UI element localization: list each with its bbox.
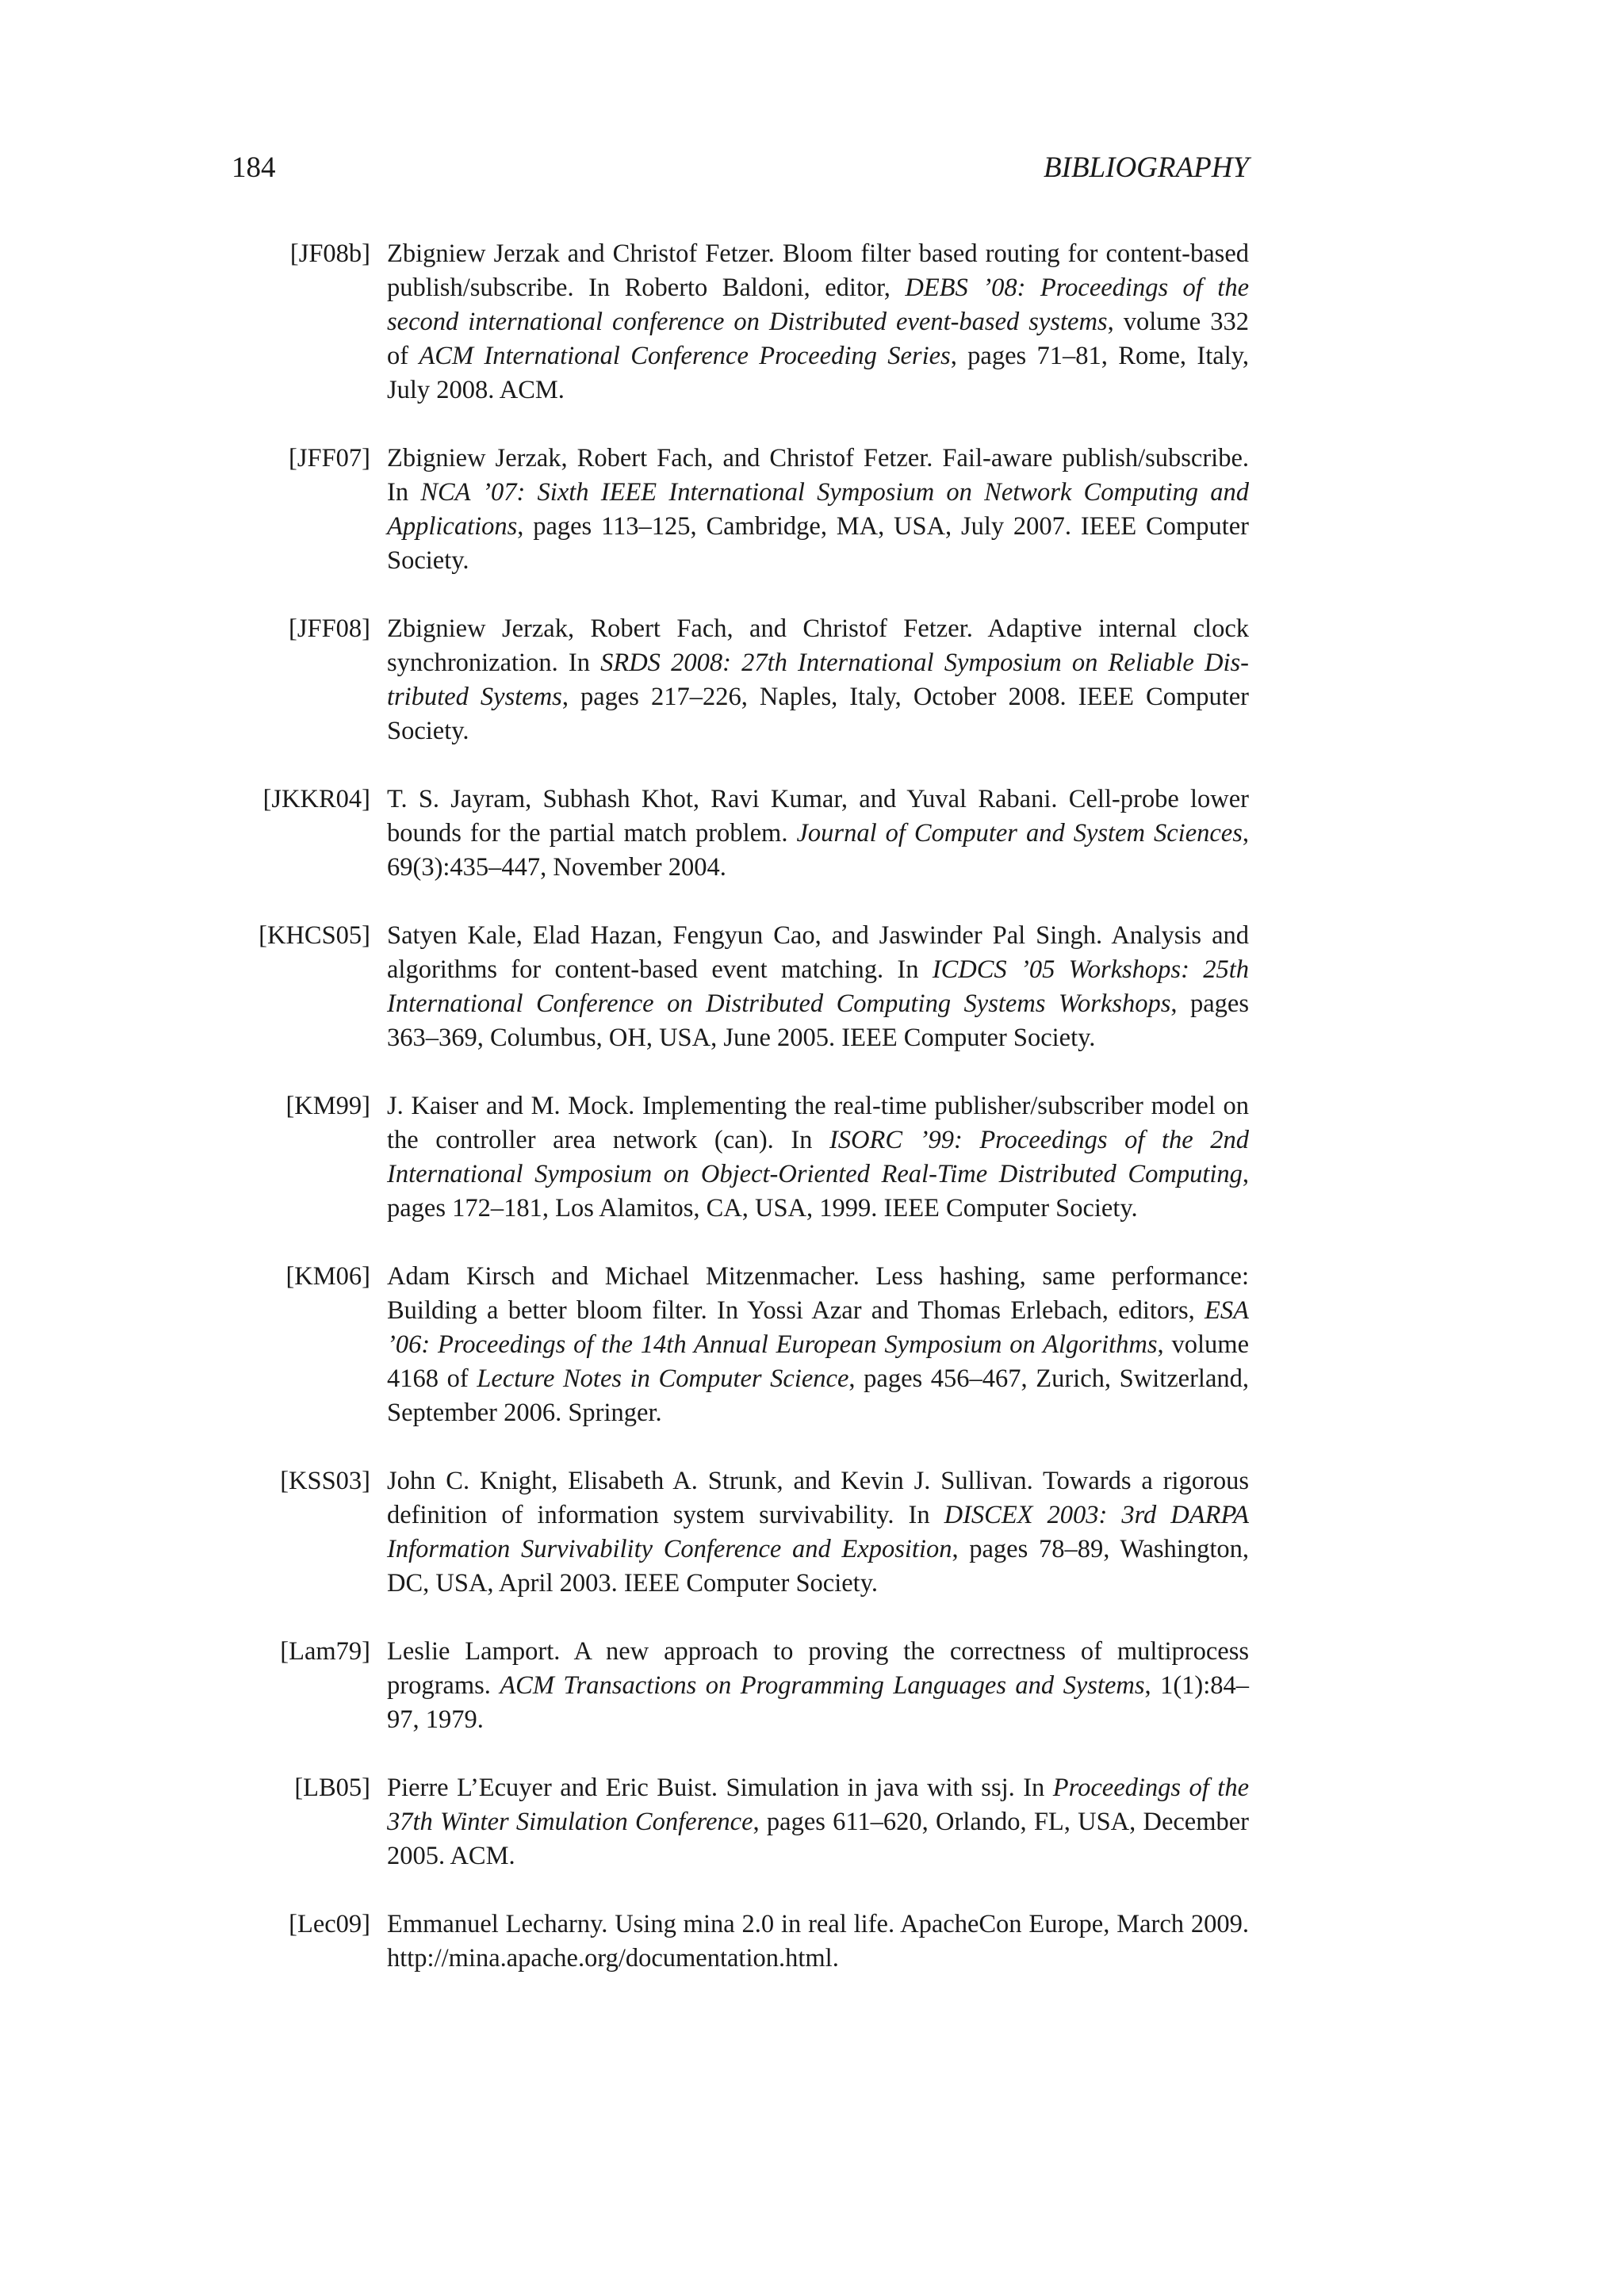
citation-text <box>387 442 1249 578</box>
citation-key: [KHCS05] <box>259 921 370 950</box>
citation-segment: , pages 78–89, Washington, DC, USA, April 2003. IEEE Computer Society. <box>387 1535 1249 1598</box>
citation-segment: Pierre L’Ecuyer and Eric Buist. Simulation in java with ssj. In <box>387 1774 1053 1802</box>
citation-key: [KSS03] <box>280 1467 370 1495</box>
citation-title-italic: ESA ’06: Proceedings of the 14th Annual European Symposium on Algorithms <box>387 1296 1249 1359</box>
citation-text <box>387 1089 1249 1226</box>
citation-segment: , volume 332 of <box>387 308 1250 370</box>
citation-title-italic: DISCEX 2003: 3rd DARPA Information Survivability Conference and Exposition <box>387 1501 1249 1563</box>
bibliography-entry <box>232 1908 1249 1976</box>
bibliography-entry <box>232 1089 1249 1226</box>
citation-text <box>387 783 1249 885</box>
bibliography-entry <box>232 919 1249 1055</box>
citation-text <box>387 919 1249 1055</box>
bibliography-entry <box>232 1260 1249 1430</box>
bibliography-list <box>232 237 1249 2010</box>
bibliography-entry <box>232 1771 1249 1873</box>
citation-segment: Satyen Kale, Elad Hazan, Fengyun Cao, and Jaswinder Pal Singh. Analysis and algorithms for content-based event matching. In <box>387 921 1249 984</box>
citation-key: [KM06] <box>285 1262 370 1291</box>
citation-segment: , pages 456–467, Zurich, Switzerland, September 2006. Springer. <box>387 1364 1249 1427</box>
page-header <box>232 147 1249 192</box>
citation-title-italic: Journal of Computer and System Sciences <box>796 819 1243 848</box>
bibliography-entry <box>232 1635 1249 1737</box>
citation-text <box>387 1260 1249 1430</box>
page-number: 184 <box>232 151 276 184</box>
bibliography-entry <box>232 442 1249 578</box>
citation-segment: Adam Kirsch and Michael Mitzenmacher. Less hashing, same performance: Building a better bloom filter. In Yossi Azar and Thomas Erlebach, editors, <box>387 1262 1249 1325</box>
bibliography-entry <box>232 237 1249 408</box>
bibliography-entry <box>232 1464 1249 1601</box>
citation-key: [JFF07] <box>289 444 370 473</box>
citation-segment: Emmanuel Lecharny. Using mina 2.0 in real life. ApacheCon Europe, March 2009. http://mina.apache.org/documentation.html. <box>387 1910 1249 1973</box>
citation-segment: , volume 4168 of <box>387 1330 1249 1393</box>
citation-text <box>387 1908 1249 1976</box>
citation-segment: Zbigniew Jerzak, Robert Fach, and Christof Fetzer. Fail-aware publish/subscribe. In <box>387 444 1249 507</box>
citation-title-italic: ICDCS ’05 Workshops: 25th International Conference on Distributed Computing Systems Workshops <box>387 955 1249 1018</box>
citation-segment: J. Kaiser and M. Mock. Implementing the real-time publisher/subscriber model on the controller area network (can). In <box>387 1092 1249 1154</box>
citation-segment: Zbigniew Jerzak, Robert Fach, and Christof Fetzer. Adaptive internal clock synchronization. In <box>387 614 1249 677</box>
citation-title-italic: ISORC ’99: Proceedings of the 2nd International Symposium on Object-Oriented Real-Time Distributed Computing <box>387 1126 1250 1188</box>
citation-key: [JF08b] <box>289 239 370 268</box>
citation-key: [JFF08] <box>289 614 370 643</box>
citation-segment: Zbigniew Jerzak and Christof Fetzer. Bloom filter based routing for content-based publish/subscribe. In Roberto Baldoni, editor, <box>387 239 1249 302</box>
citation-text <box>387 237 1249 408</box>
citation-key: [Lec09] <box>289 1910 370 1938</box>
citation-title-italic: Proceedings of the 37th Winter Simulation Conference <box>387 1774 1249 1836</box>
citation-key: [LB05] <box>294 1774 370 1802</box>
citation-text <box>387 1635 1249 1737</box>
citation-segment: , pages 611–620, Orlando, FL, USA, December 2005. ACM. <box>387 1808 1249 1870</box>
running-head: BIBLIOGRAPHY <box>1044 151 1249 184</box>
citation-title-italic: Lecture Notes in Computer Science <box>477 1364 849 1393</box>
citation-key: [KM99] <box>285 1092 370 1120</box>
citation-segment: T. S. Jayram, Subhash Khot, Ravi Kumar, and Yuval Rabani. Cell-probe lower bounds for the partial match problem. <box>387 785 1249 848</box>
citation-key: [JKKR04] <box>262 785 370 813</box>
citation-segment: , 1(1):84–97, 1979. <box>387 1671 1249 1734</box>
citation-key: [Lam79] <box>280 1637 370 1666</box>
citation-title-italic: DEBS ’08: Proceedings of the second international conference on Distributed event-based systems <box>387 274 1249 336</box>
citation-title-italic: SRDS 2008: 27th International Symposium on Reliable Distributed Systems <box>387 649 1249 711</box>
citation-text <box>387 612 1249 748</box>
citation-text <box>387 1464 1249 1601</box>
bibliography-entry <box>232 783 1249 885</box>
bibliography-entry <box>232 612 1249 748</box>
citation-title-italic: ACM Transactions on Programming Languages and Systems <box>500 1671 1145 1700</box>
citation-segment: , pages 71–81, Rome, Italy, July 2008. ACM. <box>387 342 1249 404</box>
citation-segment: , pages 113–125, Cambridge, MA, USA, July 2007. IEEE Computer Society. <box>387 512 1249 575</box>
citation-segment: John C. Knight, Elisabeth A. Strunk, and Kevin J. Sullivan. Towards a rigorous definition of information system survivability. In <box>387 1467 1249 1529</box>
citation-segment: Leslie Lamport. A new approach to proving the correctness of multiprocess programs. <box>387 1637 1249 1700</box>
citation-segment: , pages 172–181, Los Alamitos, CA, USA, 1999. IEEE Computer Society. <box>387 1160 1249 1223</box>
citation-title-italic: ACM International Conference Proceeding Series <box>419 342 951 370</box>
citation-segment: , 69(3):435–447, November 2004. <box>387 819 1249 882</box>
citation-title-italic: NCA ’07: Sixth IEEE International Symposium on Network Computing and Applications <box>387 478 1249 541</box>
citation-text <box>387 1771 1249 1873</box>
citation-segment: , pages 217–226, Naples, Italy, October 2008. IEEE Computer Society. <box>387 683 1250 745</box>
citation-segment: , pages 363–369, Columbus, OH, USA, June 2005. IEEE Computer Society. <box>387 989 1249 1052</box>
